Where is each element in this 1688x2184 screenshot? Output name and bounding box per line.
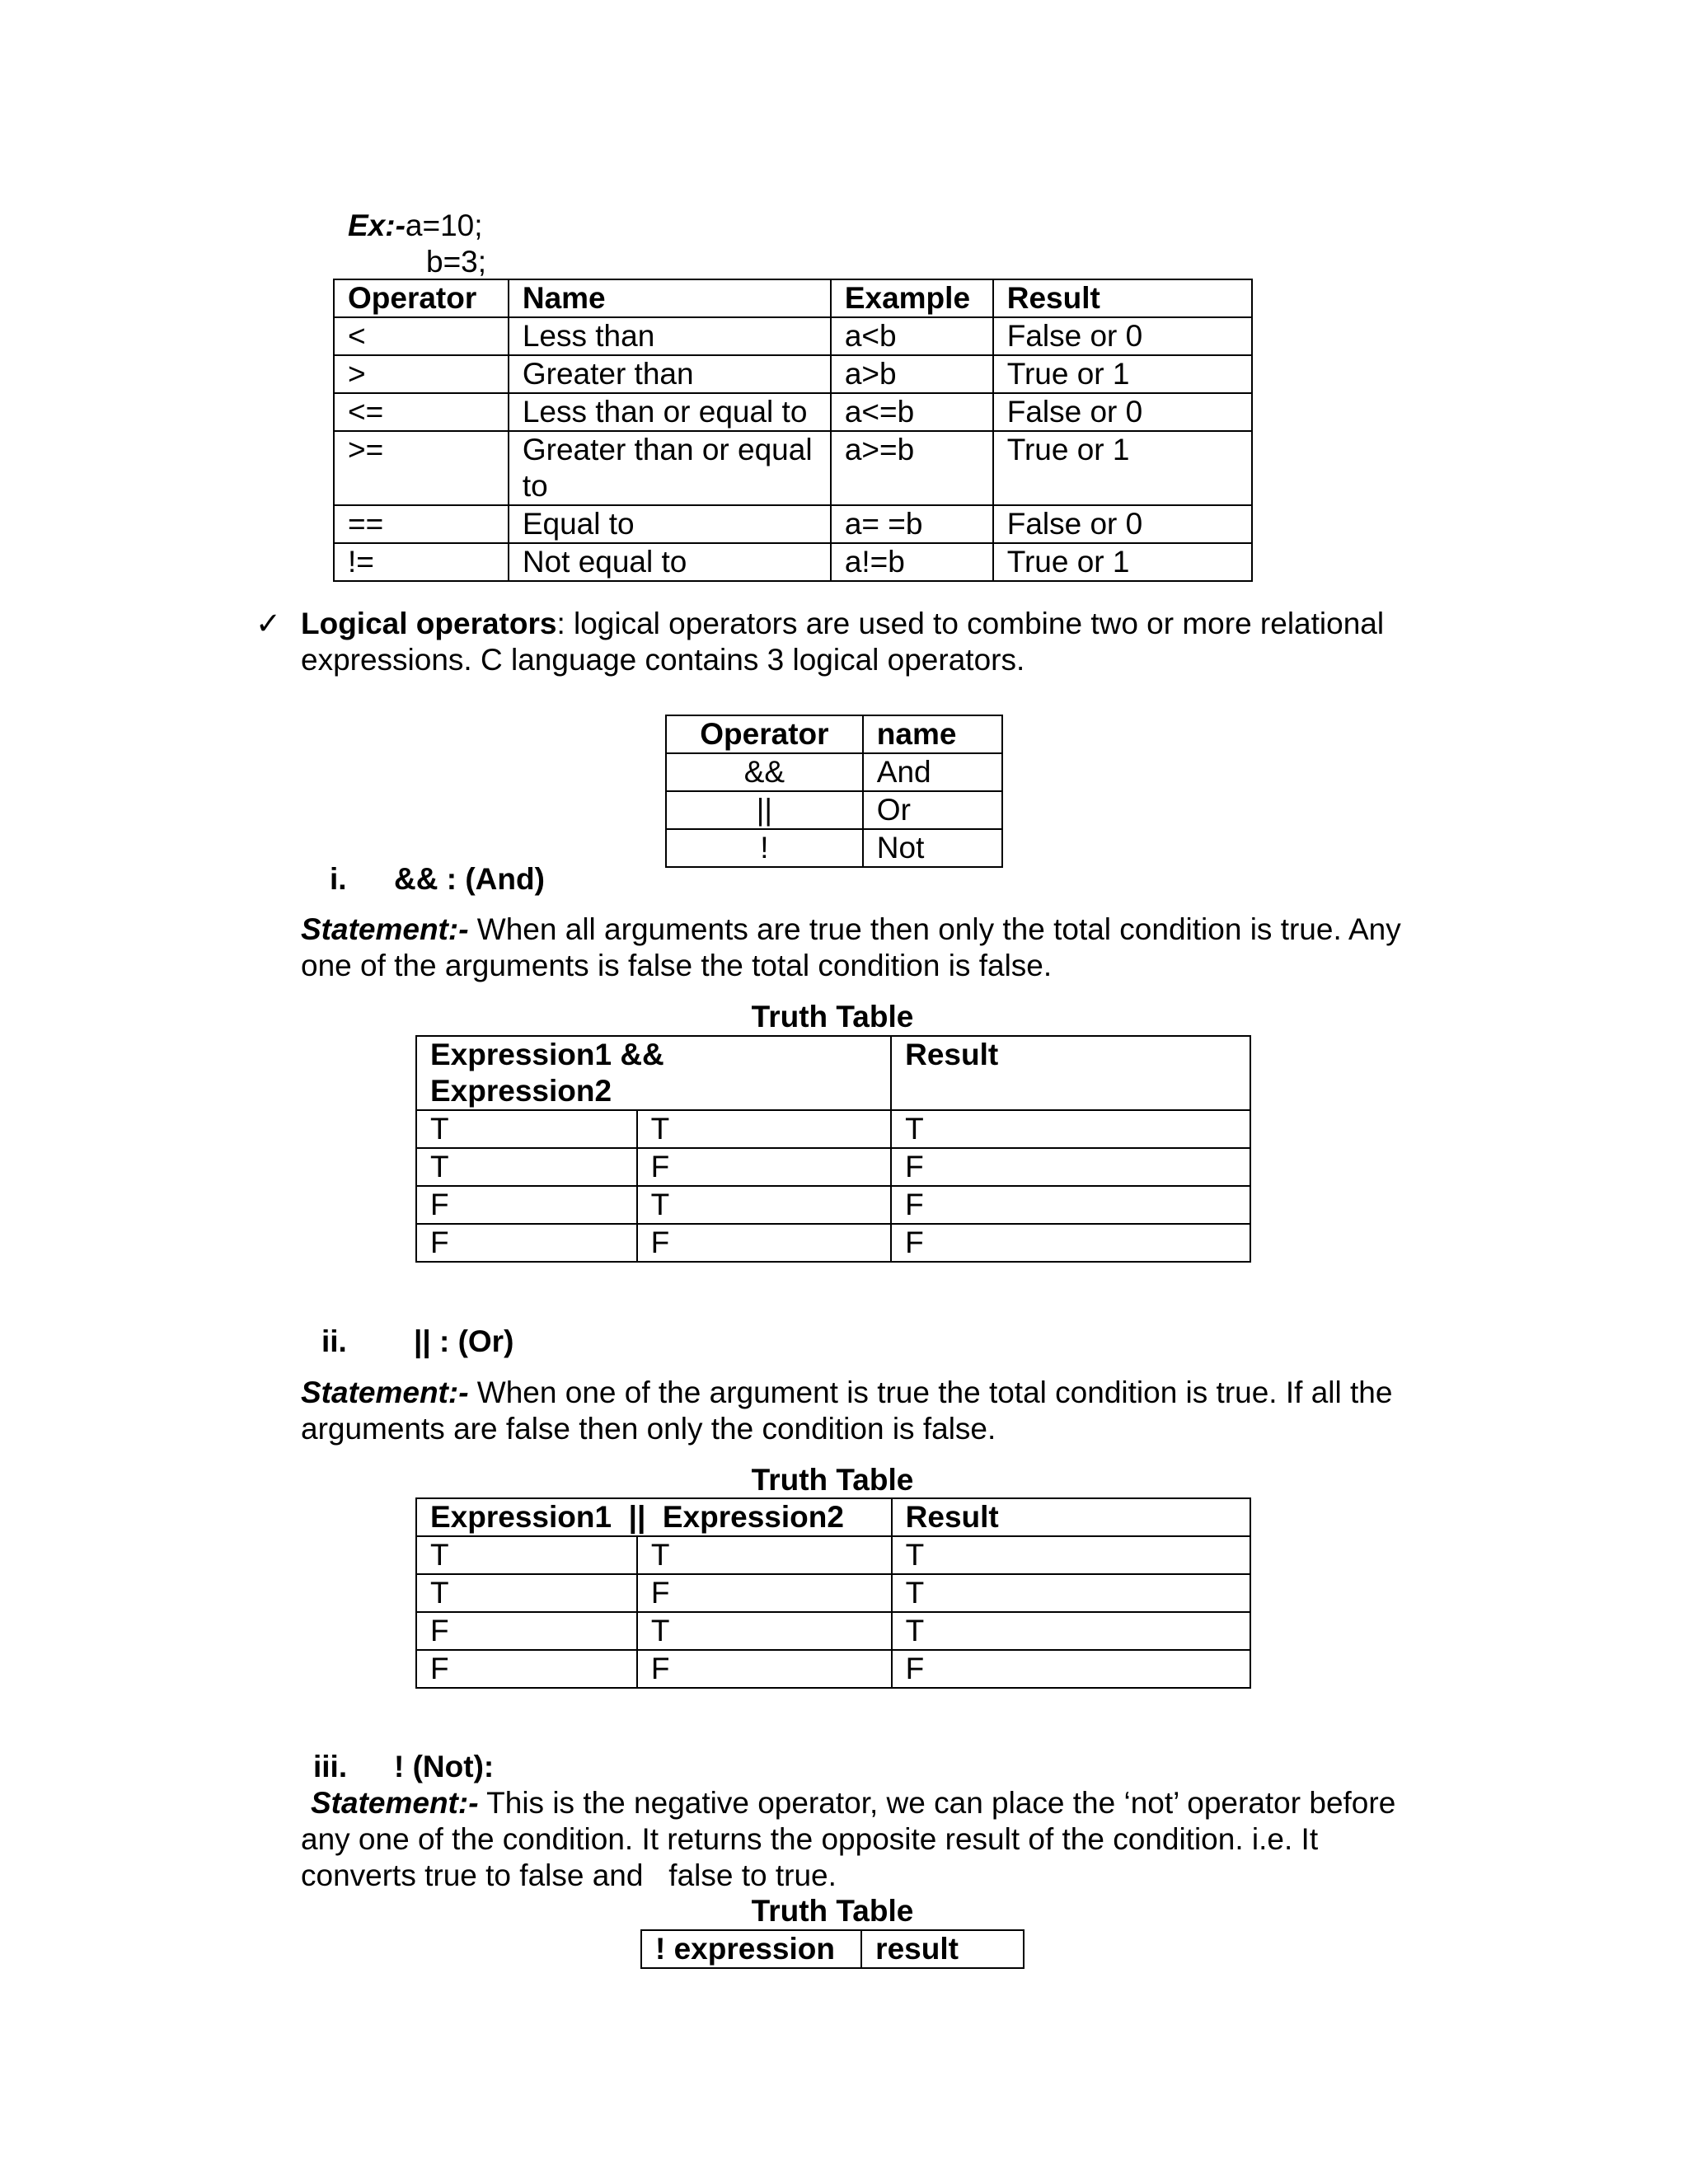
cell-expression2: T (637, 1110, 892, 1148)
table-row (334, 393, 1252, 431)
cell-example: a<=b (831, 393, 993, 431)
table-row (416, 1650, 1250, 1688)
cell-expression2: T (637, 1612, 892, 1650)
cell-name: Greater than (509, 355, 831, 393)
header-operator: Operator (334, 279, 509, 317)
header-example: Example (831, 279, 993, 317)
and-statement (301, 912, 1414, 984)
cell-expression2: F (637, 1574, 892, 1612)
cell-result: T (891, 1110, 1250, 1148)
logical-operators-table (665, 715, 1003, 868)
table-row (666, 791, 1002, 829)
cell-operator: ! (666, 829, 863, 867)
cell-name: Not (863, 829, 1002, 867)
cell-expression1: T (416, 1574, 637, 1612)
cell-name: Or (863, 791, 1002, 829)
table-row (666, 829, 1002, 867)
statement-text: When one of the argument is true the total condition is true. If all the arguments are false then only the condition is false. (301, 1376, 1401, 1446)
logical-intro-paragraph (301, 606, 1430, 678)
header-result: Result (993, 279, 1252, 317)
cell-operator: >= (334, 431, 509, 505)
header-name: Name (509, 279, 831, 317)
header-expression: Expression1 || Expression2 (416, 1498, 892, 1536)
cell-operator: != (334, 543, 509, 581)
cell-result: False or 0 (993, 393, 1252, 431)
table-header-row (416, 1036, 1250, 1110)
cell-expression2: F (637, 1224, 892, 1262)
cell-operator: <= (334, 393, 509, 431)
cell-name: Equal to (509, 505, 831, 543)
table-header-row (666, 715, 1002, 753)
logical-intro-text: : logical operators are used to combine two or more relational expressions. C language contains 3 logical operators. (301, 607, 1393, 677)
cell-result: False or 0 (993, 317, 1252, 355)
cell-expression1: F (416, 1650, 637, 1688)
statement-text: This is the negative operator, we can place the ‘not’ operator before any one of the condition. It returns the opposite result of the condition. i.e. It converts true to false and false to true. (301, 1786, 1404, 1892)
or-section-heading: || : (Or) (414, 1324, 514, 1358)
cell-example: a>b (831, 355, 993, 393)
table-row (416, 1612, 1250, 1650)
table-row (666, 753, 1002, 791)
cell-operator: < (334, 317, 509, 355)
cell-result: F (892, 1650, 1250, 1688)
cell-example: a!=b (831, 543, 993, 581)
cell-result: F (891, 1224, 1250, 1262)
statement-text: When all arguments are true then only the total condition is true. Any one of the arguments is false the total condition is false. (301, 912, 1410, 982)
cell-name: And (863, 753, 1002, 791)
header-expression (416, 1036, 891, 1110)
cell-expression1: F (416, 1612, 637, 1650)
header-not-expression: ! expression (641, 1930, 861, 1968)
relational-operators-table (333, 279, 1253, 582)
not-section-number: iii. (313, 1750, 348, 1783)
or-section-number: ii. (321, 1324, 347, 1358)
cell-expression1: T (416, 1148, 637, 1186)
cell-example: a= =b (831, 505, 993, 543)
cell-result: T (892, 1612, 1250, 1650)
cell-example: a<b (831, 317, 993, 355)
not-section-heading: ! (Not): (394, 1750, 495, 1783)
cell-result: F (891, 1148, 1250, 1186)
cell-result: F (891, 1186, 1250, 1224)
cell-name: Less than (509, 317, 831, 355)
logical-term: Logical operators (301, 607, 557, 640)
not-truth-table (640, 1929, 1025, 1969)
and-truth-table-title: Truth Table (751, 1000, 914, 1033)
table-row (334, 431, 1252, 505)
and-section-number: i. (330, 862, 347, 896)
or-truth-table-title: Truth Table (751, 1463, 914, 1497)
cell-expression2: F (637, 1148, 892, 1186)
cell-expression1: F (416, 1224, 637, 1262)
cell-expression2: T (637, 1536, 892, 1574)
table-header-row (641, 1930, 1024, 1968)
statement-label: Statement:- (301, 912, 469, 946)
header-result: Result (892, 1498, 1250, 1536)
cell-result: True or 1 (993, 431, 1252, 505)
table-header-row (416, 1498, 1250, 1536)
table-row (416, 1186, 1250, 1224)
and-truth-table (415, 1035, 1251, 1263)
or-statement (301, 1375, 1430, 1447)
not-truth-table-title: Truth Table (751, 1894, 914, 1928)
example-line-1 (348, 208, 483, 244)
cell-name: Greater than or equal to (509, 431, 831, 505)
cell-expression1: T (416, 1536, 637, 1574)
header-result: result (861, 1930, 1024, 1968)
cell-operator: == (334, 505, 509, 543)
example-b: b=3; (426, 245, 487, 279)
table-row (334, 317, 1252, 355)
cell-result: T (892, 1536, 1250, 1574)
example-a: a=10; (405, 209, 483, 242)
table-row (334, 505, 1252, 543)
header-expression-text: Expression1 && Expression2 (430, 1038, 664, 1108)
cell-result: False or 0 (993, 505, 1252, 543)
cell-operator: > (334, 355, 509, 393)
table-header-row (334, 279, 1252, 317)
statement-label: Statement:- (301, 1376, 469, 1409)
cell-result: T (892, 1574, 1250, 1612)
cell-operator: || (666, 791, 863, 829)
example-label: Ex:- (348, 209, 406, 242)
cell-result: True or 1 (993, 355, 1252, 393)
statement-label: Statement:- (311, 1786, 479, 1820)
table-row (334, 543, 1252, 581)
cell-operator: && (666, 753, 863, 791)
cell-expression1: T (416, 1110, 637, 1148)
table-row (334, 355, 1252, 393)
cell-expression2: T (637, 1186, 892, 1224)
cell-expression1: F (416, 1186, 637, 1224)
header-result: Result (891, 1036, 1250, 1110)
table-row (416, 1110, 1250, 1148)
table-row (416, 1574, 1250, 1612)
table-row (416, 1536, 1250, 1574)
table-row (416, 1148, 1250, 1186)
table-row (416, 1224, 1250, 1262)
cell-name: Less than or equal to (509, 393, 831, 431)
cell-name: Not equal to (509, 543, 831, 581)
cell-expression2: F (637, 1650, 892, 1688)
header-name: name (863, 715, 1002, 753)
cell-result: True or 1 (993, 543, 1252, 581)
header-operator: Operator (666, 715, 863, 753)
not-statement (301, 1785, 1430, 1894)
checkmark-icon: ✓ (256, 607, 282, 640)
and-section-heading: && : (And) (394, 862, 545, 896)
or-truth-table (415, 1497, 1251, 1689)
cell-example: a>=b (831, 431, 993, 505)
